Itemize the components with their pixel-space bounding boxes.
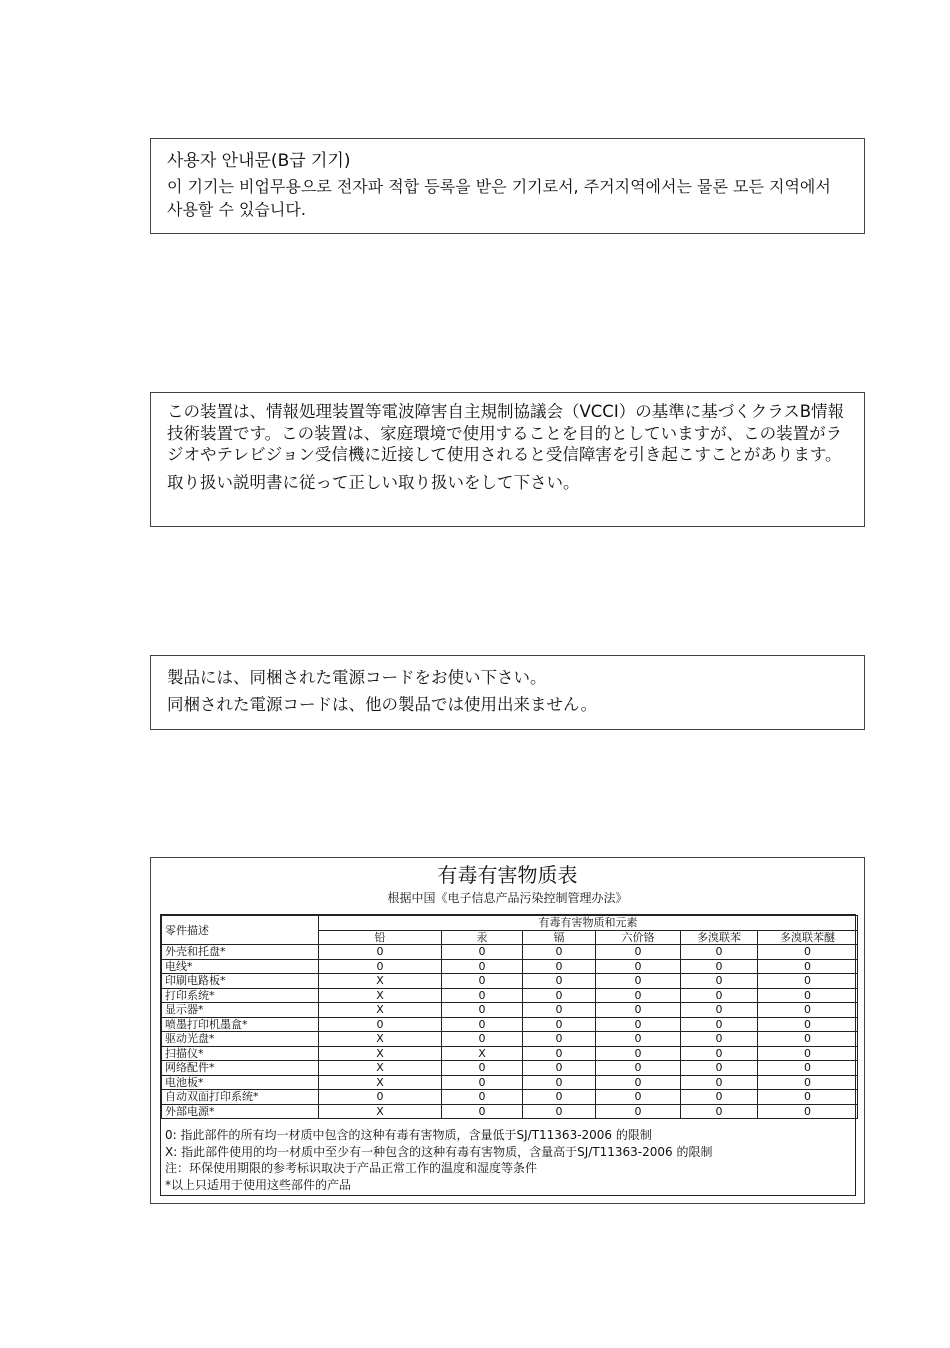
substance-value-cell: X: [319, 1104, 442, 1119]
table-row: [162, 945, 858, 960]
part-name-cell: 外壳和托盘*: [162, 945, 319, 960]
substance-header: 铅: [319, 930, 442, 945]
substance-value-cell: 0: [442, 974, 523, 989]
substance-value-cell: 0: [319, 1090, 442, 1105]
korean-notice-title: 사용자 안내문(B급 기기): [167, 151, 351, 171]
substance-value-cell: 0: [596, 974, 681, 989]
hazardous-table-subtitle: 根据中国《电子信息产品污染控制管理办法》: [387, 891, 628, 905]
substance-value-cell: 0: [758, 1061, 858, 1076]
substance-value-cell: X: [319, 974, 442, 989]
substance-value-cell: X: [319, 1003, 442, 1018]
table-row: [162, 1046, 858, 1061]
substance-value-cell: 0: [523, 959, 596, 974]
substance-value-cell: 0: [596, 988, 681, 1003]
substance-value-cell: X: [442, 1046, 523, 1061]
table-row: [162, 988, 858, 1003]
korean-emc-notice: [150, 138, 865, 234]
substance-value-cell: 0: [758, 988, 858, 1003]
substance-value-cell: 0: [442, 1104, 523, 1119]
power-cord-notice: [150, 655, 865, 730]
table-row: [162, 1075, 858, 1090]
part-name-cell: 印刷电路板*: [162, 974, 319, 989]
substance-value-cell: 0: [596, 1090, 681, 1105]
korean-notice-body: 이 기기는 비업무용으로 전자파 적합 등록을 받은 기기로서, 주거지역에서는 물론 모든 지역에서 사용할 수 있습니다.: [167, 177, 831, 219]
substance-value-cell: 0: [758, 1017, 858, 1032]
table-row: [162, 1017, 858, 1032]
substance-value-cell: 0: [442, 1061, 523, 1076]
substance-header: 多溴联苯: [681, 930, 758, 945]
substance-value-cell: 0: [596, 1003, 681, 1018]
table-row: [162, 1032, 858, 1047]
substance-value-cell: 0: [442, 988, 523, 1003]
substance-value-cell: 0: [758, 974, 858, 989]
substance-value-cell: 0: [523, 1061, 596, 1076]
substance-value-cell: 0: [758, 1003, 858, 1018]
substance-header: 多溴联苯醚: [758, 930, 858, 945]
table-row: [162, 1003, 858, 1018]
substance-value-cell: 0: [681, 1104, 758, 1119]
part-description-header: 零件描述: [162, 916, 319, 945]
table-row: [162, 974, 858, 989]
substance-header: 镉: [523, 930, 596, 945]
part-name-cell: 打印系统*: [162, 988, 319, 1003]
substance-value-cell: 0: [319, 959, 442, 974]
table-row: [162, 1061, 858, 1076]
substance-value-cell: 0: [319, 1017, 442, 1032]
part-name-cell: 显示器*: [162, 1003, 319, 1018]
substance-value-cell: 0: [523, 1003, 596, 1018]
hazardous-substances-table: [161, 915, 858, 1119]
substance-value-cell: 0: [681, 974, 758, 989]
table-row: [162, 1090, 858, 1105]
substances-group-header: 有毒有害物质和元素: [319, 916, 858, 931]
substance-value-cell: 0: [758, 1046, 858, 1061]
table-row: [162, 959, 858, 974]
substance-value-cell: 0: [681, 988, 758, 1003]
part-name-cell: 电线*: [162, 959, 319, 974]
substance-value-cell: 0: [596, 1075, 681, 1090]
vcci-notice-instruction: 取り扱い説明書に従って正しい取り扱いをして下さい。: [167, 472, 580, 492]
substance-value-cell: 0: [596, 1061, 681, 1076]
substance-value-cell: 0: [681, 1032, 758, 1047]
substance-value-cell: 0: [596, 1032, 681, 1047]
hazardous-table-frame: [160, 914, 856, 1196]
substance-value-cell: 0: [681, 1003, 758, 1018]
hazardous-table-notes: [165, 1127, 712, 1193]
substance-value-cell: 0: [681, 1017, 758, 1032]
substance-value-cell: 0: [758, 1075, 858, 1090]
substance-value-cell: 0: [681, 959, 758, 974]
power-cord-line-1: 製品には、同梱された電源コードをお使い下さい。: [167, 668, 547, 687]
substance-header: 六价铬: [596, 930, 681, 945]
part-name-cell: 驱动光盘*: [162, 1032, 319, 1047]
substance-value-cell: 0: [523, 974, 596, 989]
substance-value-cell: 0: [442, 1003, 523, 1018]
substance-value-cell: 0: [523, 1090, 596, 1105]
substance-value-cell: 0: [596, 959, 681, 974]
note-line: X: 指此部件使用的均一材质中至少有一种包含的这种有毒有害物质，含量高于SJ/T11363-2006 的限制: [165, 1144, 713, 1159]
substance-value-cell: 0: [758, 945, 858, 960]
substance-value-cell: X: [319, 1046, 442, 1061]
substance-value-cell: 0: [523, 945, 596, 960]
substance-value-cell: 0: [681, 1090, 758, 1105]
part-name-cell: 扫描仪*: [162, 1046, 319, 1061]
substance-value-cell: 0: [758, 1032, 858, 1047]
substance-value-cell: 0: [758, 1090, 858, 1105]
substance-value-cell: X: [319, 1032, 442, 1047]
hazardous-substances-notice: [150, 857, 865, 1204]
substance-value-cell: X: [319, 1075, 442, 1090]
substance-value-cell: X: [319, 988, 442, 1003]
vcci-notice-body: この装置は、情報処理装置等電波障害自主規制協議会（VCCI）の基準に基づくクラスB情報技術装置です。この装置は、家庭環境で使用することを目的としていますが、この装置がラジオやテレビジョン受信機に近接して使用されると受信障害を引き起こすことがあります。: [167, 402, 845, 464]
part-name-cell: 电池板*: [162, 1075, 319, 1090]
part-name-cell: 喷墨打印机墨盒*: [162, 1017, 319, 1032]
substance-value-cell: 0: [319, 945, 442, 960]
substance-value-cell: 0: [681, 1075, 758, 1090]
substance-value-cell: 0: [596, 1104, 681, 1119]
substance-value-cell: 0: [681, 1061, 758, 1076]
vcci-notice: [150, 392, 865, 527]
substance-value-cell: 0: [758, 1104, 858, 1119]
substance-value-cell: 0: [442, 945, 523, 960]
substance-value-cell: 0: [523, 1075, 596, 1090]
substance-value-cell: 0: [681, 945, 758, 960]
substance-value-cell: 0: [523, 1032, 596, 1047]
substance-value-cell: 0: [442, 1075, 523, 1090]
substance-value-cell: 0: [596, 1017, 681, 1032]
note-line: 注：环保使用期限的参考标识取决于产品正常工作的温度和湿度等条件: [165, 1161, 538, 1175]
part-name-cell: 网络配件*: [162, 1061, 319, 1076]
substance-value-cell: 0: [442, 1032, 523, 1047]
substance-value-cell: 0: [523, 1017, 596, 1032]
substance-value-cell: 0: [596, 945, 681, 960]
substance-value-cell: 0: [442, 1090, 523, 1105]
substance-value-cell: 0: [758, 959, 858, 974]
part-name-cell: 自动双面打印系统*: [162, 1090, 319, 1105]
substance-value-cell: 0: [596, 1046, 681, 1061]
hazardous-table-title: 有毒有害物质表: [437, 863, 578, 887]
substance-value-cell: 0: [523, 1046, 596, 1061]
substance-value-cell: 0: [681, 1046, 758, 1061]
substance-value-cell: 0: [523, 988, 596, 1003]
substance-value-cell: X: [319, 1061, 442, 1076]
substance-value-cell: 0: [442, 959, 523, 974]
substance-header: 汞: [442, 930, 523, 945]
part-name-cell: 外部电源*: [162, 1104, 319, 1119]
note-line: 0: 指此部件的所有均一材质中包含的这种有毒有害物质，含量低于SJ/T11363-2006 的限制: [165, 1128, 652, 1142]
power-cord-line-2: 同梱された電源コードは、他の製品では使用出来ません。: [167, 695, 597, 714]
note-line: *以上只适用于使用这些部件的产品: [165, 1177, 352, 1192]
substance-value-cell: 0: [523, 1104, 596, 1119]
substance-value-cell: 0: [442, 1017, 523, 1032]
table-row: [162, 1104, 858, 1119]
